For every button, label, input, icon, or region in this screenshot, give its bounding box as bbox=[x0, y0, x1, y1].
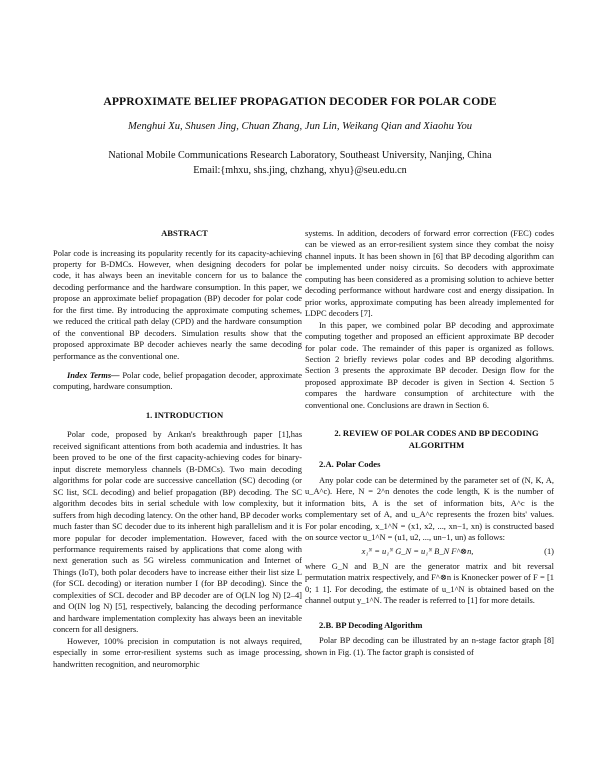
abstract-heading: ABSTRACT bbox=[161, 228, 208, 238]
index-terms-label: Index Terms— bbox=[67, 370, 120, 381]
polar-codes-paragraph-2: where G_N and B_N are the generator matrix and bit reversal permutation matrix respectively, and F^⊗n is Knonecker power of F = [1 0; 1 1]. For decoding, the estimate of u_1^N is obtained based on the channel output y_1^N. The reader is referred to [1] for more details. bbox=[305, 560, 554, 606]
equation-1-body: x₁ᴺ = u₁ᴺ G_N = u₁ᴺ B_N F^⊗n, bbox=[361, 546, 474, 557]
intro-paragraph-2-continued: systems. In addition, decoders of forward error correction (FEC) codes can be viewed as an error-resilient system since they combat the noisy channel inputs. It has been shown in [6] that BP decoding algorithm can be implemented under noisy circuits. So decoders with approximate computing has been considered as a promising solution to achieve better decoding performance without hardware cost and energy dissipation. In prior works, approximate computing has been already implemented for LDPC decoders [7]. bbox=[305, 228, 554, 319]
index-terms-text: Polar code, belief propagation decoder, approximate computing, hardware consumption. bbox=[53, 370, 302, 392]
intro-heading: 1. INTRODUCTION bbox=[145, 409, 224, 420]
review-heading-line2: ALGORITHM bbox=[408, 439, 465, 450]
intro-paragraph-3: In this paper, we combined polar BP decoding and approximate computing together and proposed an efficient approximate BP decoder for polar code. The remainder of this paper is organized as follows. Section 2 briefly reviews polar codes and BP decoding algorithms. Section 3 presents the approximate BP decoder. Design flow for the proposed approximate BP decoder is given in Section 4. Section 5 compares the hardware consumption of architecture with the conventional one. Conclusions are drawn in Section 6. bbox=[305, 319, 554, 410]
paper-email: Email:{mhxu, shs.jing, chzhang, xhyu}@seu.edu.cn bbox=[193, 165, 407, 176]
paper-title: APPROXIMATE BELIEF PROPAGATION DECODER FOR POLAR CODE bbox=[103, 95, 497, 108]
left-column bbox=[53, 228, 302, 670]
paper-affiliation: National Mobile Communications Research Laboratory, Southeast University, Nanjing, China bbox=[108, 150, 492, 161]
equation-1-number: (1) bbox=[544, 546, 554, 557]
abstract-text: Polar code is increasing its popularity recently for its capacity-achieving property for B-DMCs. However, when designing decoders for polar code, it has always been an inevitable concern for us to balance the decoding performance and the hardware consumption. In this paper, we propose an approximate belief propagation (BP) decoder for polar code for the first time. By introducing the approximate computing schemes, we reduced the critical path delay (CPD) and the hardware consumption of the conventional BP decoders. Simulation results show that the proposed approximate BP decoder achieves nearly the same decoding performance as the conventional one. bbox=[53, 247, 302, 361]
intro-paragraph-2: However, 100% precision in computation is not always required, especially in some error-resilient systems such as image processing, handwritten recognition, and neuromorphic bbox=[53, 635, 302, 669]
paper-authors: Menghui Xu, Shusen Jing, Chuan Zhang, Jun Lin, Weikang Qian and Xiaohu You bbox=[127, 121, 473, 132]
paper-affiliation-block bbox=[0, 148, 600, 178]
index-terms bbox=[53, 370, 302, 393]
bp-decoding-paragraph: Polar BP decoding can be illustrated by an n-stage factor graph [8] shown in Fig. (1). The factor graph is consisted of bbox=[305, 635, 554, 657]
equation-1 bbox=[305, 546, 554, 557]
subsection-bp-decoding: 2.B. BP Decoding Algorithm bbox=[319, 619, 423, 630]
polar-codes-paragraph: Any polar code can be determined by the parameter set of (N, K, A, u_A^c). Here, N = 2^n denotes the code length, K is the number of information bits, A is the set of information bits, A^c is the complementary set of A, and u_A^c represents the frozen bits' values. For polar encoding, x_1^N = (x1, x2, ..., xn−1, xn) is constructed based on source vector u_1^N = (u1, u2, ..., un−1, un) as follows: bbox=[305, 474, 554, 542]
intro-paragraph-1: Polar code, proposed by Arıkan's breakthrough paper [1],has received significant attentions from both academia and industries. It has been proved to be one of the first capacity-achieving codes for binary-input discrete memoryless channels (B-DMCs). Two main decoding algorithms for polar code are successive cancellation (SC) decoding (or SC list, SCL decoding) and belief propagation (BP) decoding. The SC algorithm decodes bits in serial schedule with low complexity, but it suffers from high decoding latency. On the other hand, BP decoder works much faster than SC decoder due to its inherent high parallelism and it is more popular for decoder implementation. However, faced with the performance requirements raised by applications that come along with next generation such as 5G wireless communication and Internet of Things (IoT), both polar decoders have to increase either their list size L (for SCL decoding) or iteration number I (for BP decoding). Since the complexities of SCL decoder and BP decoder are of O(LN log N) [2–4] and O(IN log N) [5], respectively, balancing the decoding performance and hardware implementation complexity has always been an inevitable concern for all designers. bbox=[53, 429, 302, 635]
right-column bbox=[305, 228, 554, 658]
subsection-polar-codes: 2.A. Polar Codes bbox=[319, 459, 381, 470]
review-heading-line1: 2. REVIEW OF POLAR CODES AND BP DECODING bbox=[334, 428, 539, 439]
